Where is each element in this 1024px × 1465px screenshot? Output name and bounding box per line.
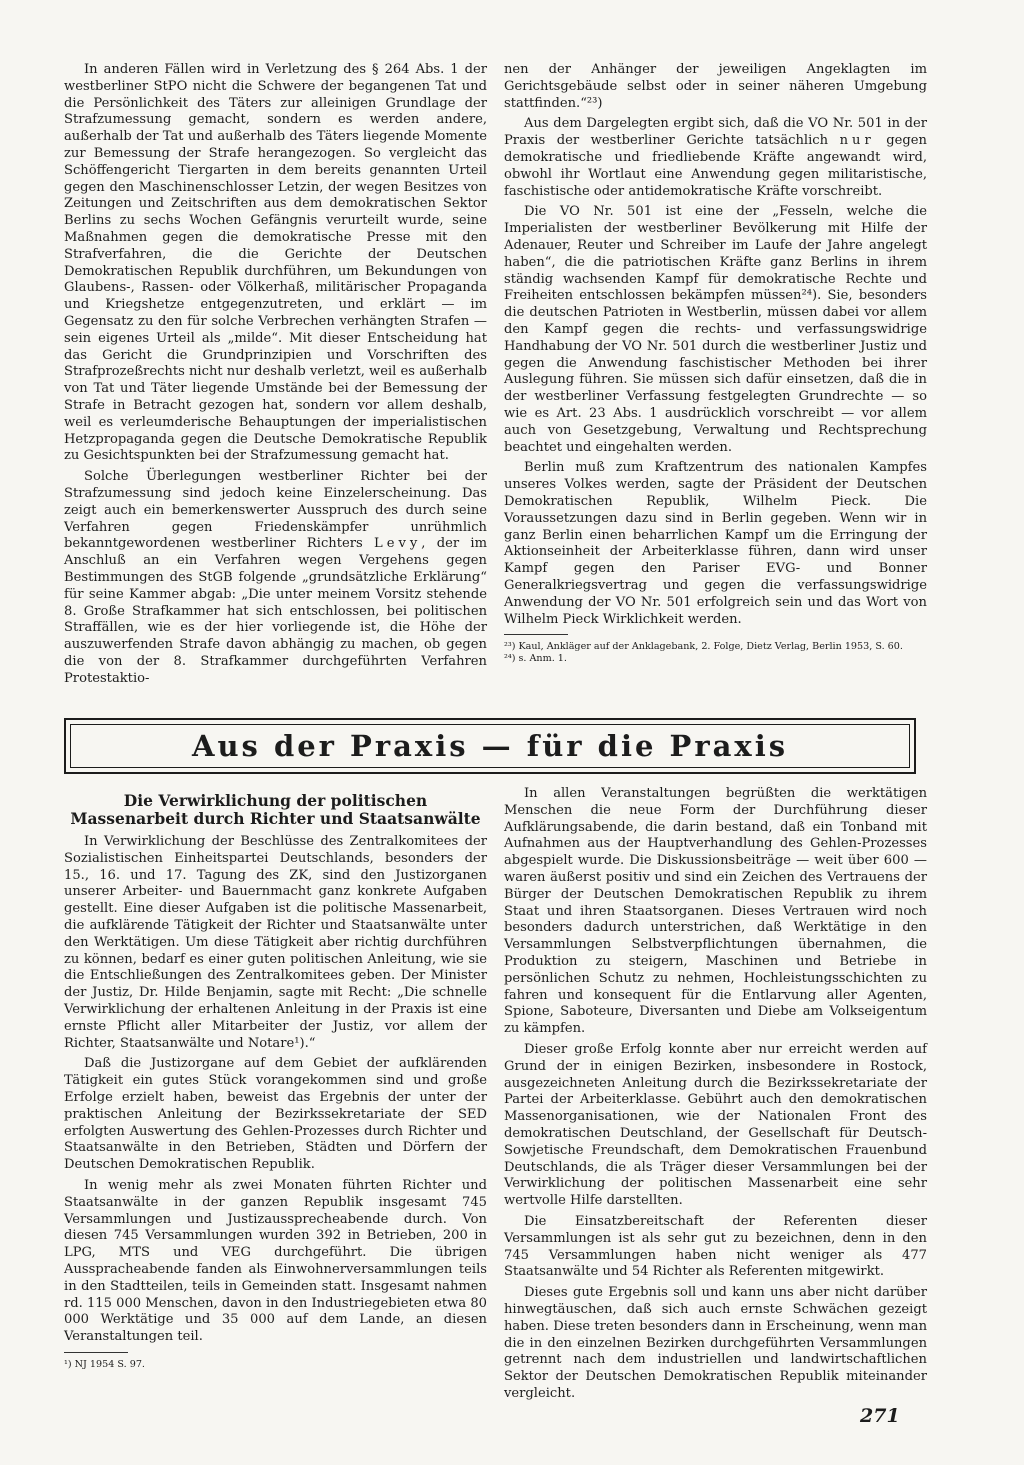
text-span: Aus dem Dargelegten ergibt sich, daß die VO Nr. 501 in der Praxis der westberliner Gerichte tatsächlich [504,116,927,149]
footnote-rule [64,1352,128,1353]
spaced-name: Levy [374,536,422,552]
article-title: Die Verwirklichung der politischen Massenarbeit durch Richter und Staatsanwälte [70,791,481,828]
paragraph: Dieser große Erfolg konnte aber nur erreicht werden auf Grund der in einigen Bezirken, insbesondere in Rostock, ausgezeichneten Anleitung durch die Bezirkssekretariate der Partei der Arbeiterklasse. Gebührt auch den demokratischen Massenorganisationen, wie der Nationalen Front des demokratischen Deutschland, der Gesellschaft für Deutsch-Sowjetische Freundschaft, dem Demokratischen Frauenbund Deutschlands, die als Träger dieser Versammlungen bei der Verwirklichung der politischen Massenarbeit eine sehr wertvolle Hilfe darstellten. [504,1041,927,1209]
footnotes [504,641,927,665]
paragraph: In wenig mehr als zwei Monaten führten Richter und Staatsanwälte in der ganzen Republik insgesamt 745 Versammlungen und Justizaussprecheabende durch. Von diesen 745 Versammlungen wurden 392 in Betrieben, 200 in LPG, MTS und VEG durchgeführt. Die übrigen Ausspracheabende fanden als Einwohnerversammlungen teils in den Stadtteilen, teils in Gemeinden statt. Insgesamt nahmen rd. 115 000 Menschen, davon in den Industriegebieten etwa 80 000 Werktätige und 35 000 auf dem Lande, an diesen Veranstaltungen teil. [64,1177,487,1345]
banner-title: Aus der Praxis — für die Praxis [70,724,910,768]
paragraph: In Verwirklichung der Beschlüsse des Zentralkomitees der Sozialistischen Einheitspartei Deutschlands, besonders der 15., 16. und 17. Tagung des ZK, sind den Justizorganen unserer Arbeiter- und Bauernmacht ganz konkrete Aufgaben gestellt. Eine dieser Aufgaben ist die politische Massenarbeit, die aufklärende Tätigkeit der Richter und Staatsanwälte unter den Werktätigen. Um diese Tätigkeit aber richtig durchführen zu können, bedarf es einer guten politischen Anleitung, wie sie die Entschließungen des Zentralkomitees geben. Der Minister der Justiz, Dr. Hilde Benjamin, sagte mit Recht: „Die schnelle Verwirklichung der erhaltenen Anleitung in der Praxis ist eine ernste Pflicht aller Mitarbeiter der Justiz, vor allem der Richter, Staatsanwälte und Notare¹).“ [64,834,487,1051]
top-right-column [504,62,927,665]
paragraph: Die VO Nr. 501 ist eine der „Fesseln, welche die Imperialisten der westberliner Bevölkerung mit Hilfe der Adenauer, Reuter und Schreiber im Laufe der Jahre angelegt haben“, die die patriotischen Kräfte ganz Berlins in ihrem ständig wachsenden Kampf für demokratische Rechte und Freiheiten entschlossen bekämpfen müssen²⁴). Sie, besonders die deutschen Patrioten in Westberlin, müssen dabei vor allem den Kampf gegen die rechts- und verfassungswidrige Handhabung der VO Nr. 501 durch die westberliner Justiz und gegen die Anwendung faschistischer Methoden bei ihrer Auslegung führen. Sie müssen sich dafür einsetzen, daß die in der westberliner Verfassung festgelegten Grundrechte — so wie es Art. 23 Abs. 1 ausdrücklich vorschreibt — vor allem auch von Gesetzgebung, Verwaltung und Rechtsprechung beachtet und eingehalten werden. [504,204,927,455]
paragraph: Dieses gute Ergebnis soll und kann uns aber nicht darüber hinwegtäuschen, daß sich auch ernste Schwächen gezeigt haben. Diese treten besonders dann in Erscheinung, wenn man die in den einzelnen Bezirken durchgeführten Versammlungen getrennt nach dem industriellen und landwirtschaftlichen Sektor der Deutschen Demokratischen Republik miteinander vergleicht. [504,1285,927,1401]
text-span: , der im Anschluß an ein Verfahren wegen Vergehens gegen Bestimmungen des StGB folgende „grundsätzliche Erklärung“ für seine Kammer abgab: „Die unter meinem Vorsitz stehende 8. Große Strafkammer hat sich entschlossen, bei politischen Straffällen, wie es der hier vorliegende ist, die Höhe der auszuwerfenden Strafe davon abhängig zu machen, ob gegen die von der 8. Strafkammer durchgeführten Verfahren Protestaktio- [64,536,487,686]
page-number: 271 [860,1405,900,1427]
paragraph: In allen Veranstaltungen begrüßten die werktätigen Menschen die neue Form der Durchführung dieser Aufklärungsabende, die darin bestand, daß ein Tonband mit Aufnahmen aus der Hauptverhandlung des Gehlen-Prozesses abgespielt wurde. Die Diskussionsbeiträge — weit über 600 — waren äußerst positiv und sind ein Zeichen des Vertrauens der Bürger der Deutschen Demokratischen Republik zu ihrem Staat und ihren Staatsorganen. Dieses Vertrauen wird noch besonders dadurch unterstrichen, daß Werktätige in den Versammlungen Selbstverpflichtungen übernahmen, die Produktion zu steigern, Maschinen und Betriebe in persönlichen Schutz zu nehmen, Hochleistungsschichten zu fahren und konsequent für die Entlarvung aller Agenten, Spione, Saboteure, Diversanten und Diebe am Volkseigentum zu kämpfen. [504,786,927,1037]
paragraph [64,469,487,687]
spaced-emphasis: nur [839,133,875,149]
article-right-column [504,786,927,1403]
section-banner [64,718,916,774]
paragraph [504,116,927,200]
footnote-rule [504,634,568,635]
footnote: ²⁴) s. Anm. 1. [504,653,567,665]
text-span: gegen demokratische und friedliebende Kräfte angewandt wird, obwohl ihr Wortlaut eine Anwendung gegen militaristische, faschistische oder antidemokratische Kräfte vorschreibt. [504,133,927,199]
top-left-column [64,62,487,687]
paragraph: nen der Anhänger der jeweiligen Angeklagten im Gerichtsgebäude selbst oder in seiner näheren Umgebung stattfinden.“²³) [504,62,927,111]
article-left-column [64,792,487,1371]
paragraph: Berlin muß zum Kraftzentrum des nationalen Kampfes unseres Volkes werden, sagte der Präsident der Deutschen Demokratischen Republik, Wilhelm Pieck. Die Voraussetzungen dazu sind in Berlin gegeben. Wenn wir in ganz Berlin einen beharrlichen Kampf um die Erringung der Aktionseinheit der Arbeiterklasse führen, dann wird unser Kampf gegen den Pariser EVG- und Bonner Generalkriegsvertrag und gegen die verfassungswidrige Anwendung der VO Nr. 501 erfolgreich sein und das Wort von Wilhelm Pieck Wirklichkeit werden. [504,460,927,627]
text-span: Solche Überlegungen westberliner Richter bei der Strafzumessung sind jedoch keine Einzelerscheinung. Das zeigt auch ein bemerkenswerter Ausspruch des durch seine Verfahren gegen Friedenskämpfer unrühmlich bekanntgewordenen westberliner Richters [64,469,487,552]
paragraph: In anderen Fällen wird in Verletzung des § 264 Abs. 1 der westberliner StPO nicht die Schwere der begangenen Tat und die Persönlichkeit des Täters zur alleinigen Grundlage der Strafzumessung gemacht, sondern es werden andere, außerhalb der Tat und außerhalb des Täters liegende Momente zur Bemessung der Strafe herangezogen. So vergleicht das Schöffengericht Tiergarten in dem bereits genannten Urteil gegen den Maschinenschlosser Letzin, der wegen Besitzes von Zeitungen und Zeitschriften aus dem demokratischen Sektor Berlins zu sechs Wochen Gefängnis verurteilt wurde, seine Maßnahmen gegen die demokratische Presse mit den Strafverfahren, die die Gerichte der Deutschen Demokratischen Republik durchführen, um Bekundungen von Glaubens-, Rassen- oder Völkerhaß, militärischer Propaganda und Kriegshetze entgegenzutreten, und erklärt — im Gegensatz zu den für solche Verbrechen verhängten Strafen — sein eigenes Urteil als „milde“. Mit dieser Entscheidung hat das Gericht die Grundprinzipien und Vorschriften des Strafprozeßrechts nicht nur deshalb verletzt, weil es außerhalb von Tat und Täter liegende Umstände bei der Bemessung der Strafe in Betracht gezogen hat, sondern vor allem deshalb, weil es verleumderische Behauptungen der imperialistischen Hetzpropaganda gegen die Deutsche Demokratische Republik zu Gesichtspunkten bei der Strafzumessung gemacht hat. [64,62,487,464]
paragraph: Daß die Justizorgane auf dem Gebiet der aufklärenden Tätigkeit ein gutes Stück vorangekommen sind und große Erfolge erzielt haben, beweist das Ergebnis der unter der praktischen Anleitung der Bezirkssekretariate der SED erfolgten Auswertung des Gehlen-Prozesses durch Richter und Staatsanwälte in den Betrieben, Städten und Dörfern der Deutschen Demokratischen Republik. [64,1056,487,1173]
paragraph: Die Einsatzbereitschaft der Referenten dieser Versammlungen ist als sehr gut zu bezeichnen, denn in den 745 Versammlungen haben nicht weniger als 477 Staatsanwälte und 54 Richter als Referenten mitgewirkt. [504,1213,927,1280]
footnotes [64,1359,487,1371]
footnote: ²³) Kaul, Ankläger auf der Anklagebank, 2. Folge, Dietz Verlag, Berlin 1953, S. 60. [504,641,903,653]
footnote: ¹) NJ 1954 S. 97. [64,1358,145,1370]
